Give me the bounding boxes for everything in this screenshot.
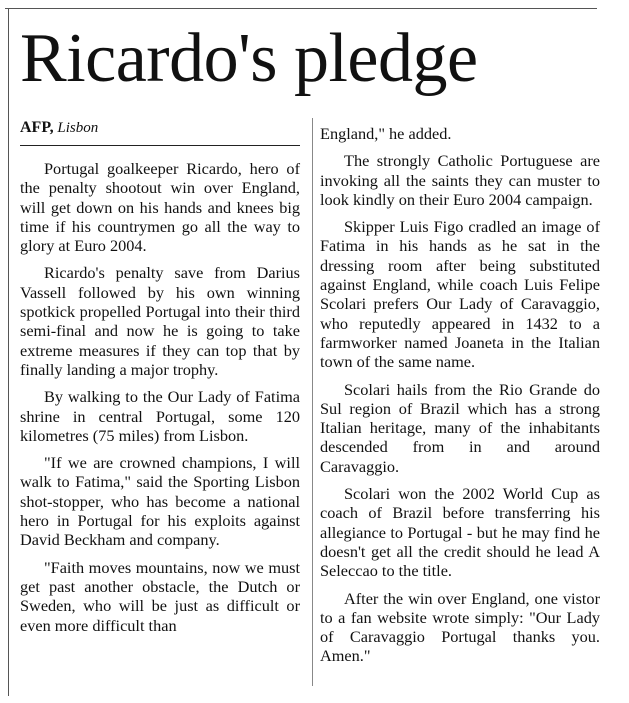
byline-agency: AFP, (20, 119, 54, 136)
article-column-1 (20, 159, 300, 643)
article-paragraph: "If we are crowned champions, I will walk to Fatima," said the Sporting Lisbon shot-stopper, who has become a national hero in Portugal for his exploits against David Beckham and company. (20, 453, 300, 550)
top-border-rule (5, 8, 597, 9)
left-border-rule (8, 8, 9, 696)
article-byline (20, 118, 98, 138)
article-paragraph: Portugal goalkeeper Ricardo, hero of the penalty shootout win over England, will get down on his hands and knees big time if his countrymen go all the way to glory at Euro 2004. (20, 159, 300, 256)
article-paragraph: Skipper Luis Figo cradled an image of Fatima in his hands as he sat in the dressing room after being substituted against England, while coach Luis Felipe Scolari prefers Our Lady of Caravaggio, who reputedly appeared in 1432 to a farmworker named Joaneta in the Italian town of the same name. (320, 217, 600, 372)
article-paragraph: Scolari hails from the Rio Grande do Sul region of Brazil which has a strong Italian heritage, many of the inhabitants descended from in and around Caravaggio. (320, 379, 600, 476)
byline-place: Lisbon (57, 120, 99, 136)
article-paragraph: After the win over England, one vistor to a fan website wrote simply: "Our Lady of Caravaggio Portugal thanks you. Amen." (320, 588, 600, 666)
article-paragraph: The strongly Catholic Portuguese are invoking all the saints they can muster to look kindly on their Euro 2004 campaign. (320, 151, 600, 209)
column-divider (312, 118, 313, 686)
article-paragraph: By walking to the Our Lady of Fatima shrine in central Portugal, some 120 kilometres (75 miles) from Lisbon. (20, 387, 300, 445)
article-paragraph: Scolari won the 2002 World Cup as coach of Brazil before transferring his allegiance to Portugal - but he may find he doesn't get all the credit should he lead A Seleccao to the title. (320, 484, 600, 581)
article-column-2 (320, 124, 600, 674)
article-paragraph: "Faith moves mountains, now we must get past another obstacle, the Dutch or Sweden, who will be just as difficult or even more difficult than (20, 557, 300, 635)
article-paragraph-continued: England," he added. (320, 124, 452, 143)
article-headline: Ricardo's pledge (20, 20, 478, 97)
article-paragraph: Ricardo's penalty save from Darius Vassell followed by his own winning spotkick propelled Portugal into their third semi-final and now he is going to take extreme measures if they can top that by finally landing a major trophy. (20, 263, 300, 379)
byline-divider (20, 145, 300, 146)
